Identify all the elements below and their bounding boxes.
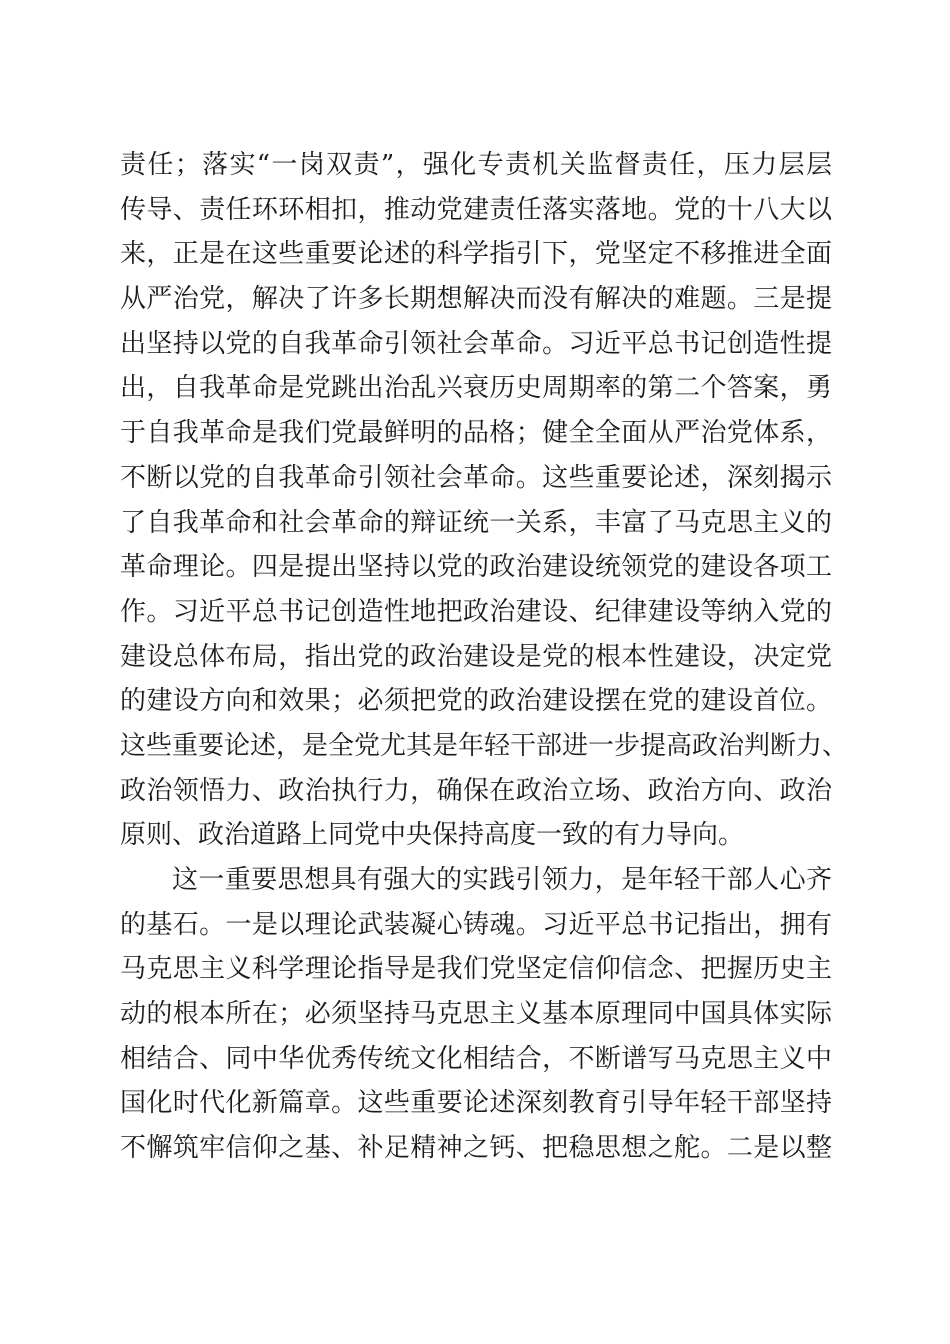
text-line: 建设总体布局，指出党的政治建设是党的根本性建设，决定党 [120,641,832,672]
text-line: 的基石。一是以理论武装凝心铸魂。习近平总书记指出，拥有 [120,909,832,940]
text-line: 从严治党，解决了许多长期想解决而没有解决的难题。三是提 [120,284,832,315]
text-line: 于自我革命是我们党最鲜明的品格；健全全面从严治党体系， [120,418,832,449]
paragraph-first-line: 这一重要思想具有强大的实践引领力，是年轻干部人心齐 [172,865,832,895]
text-line: 原则、政治道路上同党中央保持高度一致的有力导向。 [120,820,745,851]
text-line: 国化时代化新篇章。这些重要论述深刻教育引导年轻干部坚持 [120,1088,832,1119]
text-line: 相结合、同中华优秀传统文化相结合，不断谱写马克思主义中 [120,1043,832,1074]
text-line: 革命理论。四是提出坚持以党的政治建设统领党的建设各项工 [120,552,832,583]
text-line: 出，自我革命是党跳出治乱兴衰历史周期率的第二个答案，勇 [120,373,832,404]
text-line: 责任；落实“一岗双责”，强化专责机关监督责任，压力层层 [120,150,832,180]
body-text [120,143,849,1171]
text-line: 的建设方向和效果；必须把党的政治建设摆在党的建设首位。 [120,686,832,717]
text-line: 了自我革命和社会革命的辩证统一关系，丰富了马克思主义的 [120,507,832,538]
text-line: 出坚持以党的自我革命引领社会革命。习近平总书记创造性提 [120,328,832,359]
text-line: 马克思主义科学理论指导是我们党坚定信仰信念、把握历史主 [120,954,832,985]
text-line: 来，正是在这些重要论述的科学指引下，党坚定不移推进全面 [120,239,832,270]
text-line: 不懈筑牢信仰之基、补足精神之钙、把稳思想之舵。二是以整 [120,1133,832,1164]
text-line: 不断以党的自我革命引领社会革命。这些重要论述，深刻揭示 [120,462,832,493]
text-line: 这些重要论述，是全党尤其是年轻干部进一步提高政治判断力、 [120,730,849,761]
text-line: 政治领悟力、政治执行力，确保在政治立场、政治方向、政治 [120,775,832,806]
text-line: 作。习近平总书记创造性地把政治建设、纪律建设等纳入党的 [120,596,832,627]
text-line: 传导、责任环环相扣，推动党建责任落实落地。党的十八大以 [120,194,832,225]
text-line: 动的根本所在；必须坚持马克思主义基本原理同中国具体实际 [120,999,832,1030]
